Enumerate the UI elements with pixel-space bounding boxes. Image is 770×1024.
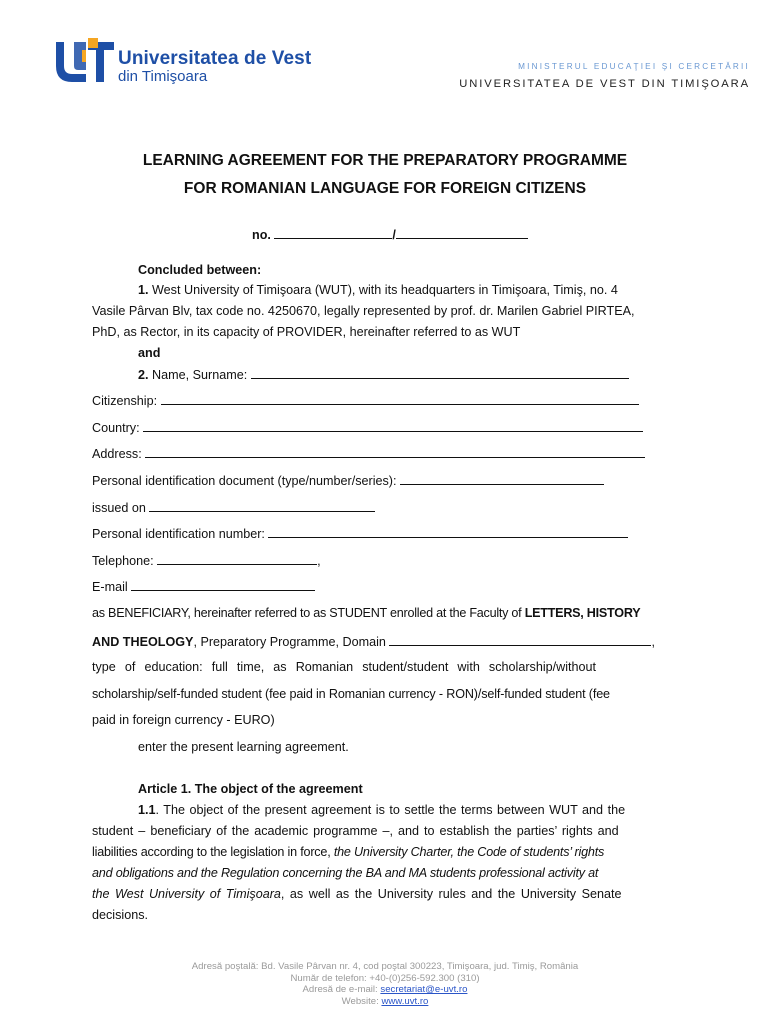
university-logo xyxy=(52,36,312,88)
name-surname-row: 2. Name, Surname: xyxy=(138,366,629,383)
article1-line3: liabilities according to the legislation in force, the University Charter, the Code of students’ rights xyxy=(92,845,605,859)
number-label: no. xyxy=(252,228,271,242)
name-surname-field[interactable] xyxy=(251,366,629,379)
beneficiary-line3: type of education: full time, as Romanian student/student with scholarship/without xyxy=(92,660,597,674)
address-field[interactable] xyxy=(145,445,645,458)
and-label: and xyxy=(138,346,161,360)
telephone-field[interactable] xyxy=(157,552,317,565)
citizenship-label: Citizenship: xyxy=(92,394,158,408)
article1-line6: decisions. xyxy=(92,908,149,922)
id-document-field[interactable] xyxy=(400,472,604,485)
party1-line2: Vasile Pârvan Blv, tax code no. 4250670, legally represented by prof. dr. Marilen Gabriel PIRTEA, xyxy=(92,304,635,318)
footer xyxy=(0,961,770,1007)
id-document-label: Personal identification document (type/number/series): xyxy=(92,474,397,488)
id-number-field[interactable] xyxy=(268,525,628,538)
telephone-label: Telephone: xyxy=(92,554,154,568)
country-field[interactable] xyxy=(143,419,643,432)
document-title-line1: LEARNING AGREEMENT FOR THE PREPARATORY PROGRAMME xyxy=(142,152,628,169)
footer-email-row: Adresă de e-mail: secretariat@e-uvt.ro xyxy=(302,984,468,995)
footer-address: Adresă poştală: Bd. Vasile Pârvan nr. 4, cod poştal 300223, Timişoara, jud. Timiş, România xyxy=(191,961,579,972)
footer-website-row: Website: www.uvt.ro xyxy=(341,995,429,1007)
beneficiary-line5: paid in foreign currency - EURO) xyxy=(92,713,275,727)
logo-title: Universitatea de Vest xyxy=(118,48,312,69)
issued-on-label: issued on xyxy=(92,501,146,515)
logo-subtitle: din Timişoara xyxy=(118,68,208,85)
id-document-row xyxy=(92,472,604,489)
beneficiary-line1: as BENEFICIARY, hereinafter referred to as STUDENT enrolled at the Faculty of LETTERS, HISTORY xyxy=(92,606,641,620)
issued-on-field[interactable] xyxy=(149,499,375,512)
address-row xyxy=(92,445,645,462)
email-field[interactable] xyxy=(131,578,315,591)
footer-email-link[interactable]: secretariat@e-uvt.ro xyxy=(380,984,468,995)
email-label: E-mail xyxy=(92,580,128,594)
telephone-row: Telephone: , xyxy=(92,554,321,568)
footer-website-link[interactable]: www.uvt.ro xyxy=(381,995,429,1007)
number-blank-2[interactable] xyxy=(396,226,528,239)
email-row xyxy=(92,578,315,595)
article1-line2: student – beneficiary of the academic programme –, and to establish the parties’ rights and xyxy=(92,824,619,838)
party1-line1: 1. West University of Timişoara (WUT), with its headquarters in Timişoara, Timiş, no. 4 xyxy=(138,283,618,297)
article1-heading: Article 1. The object of the agreement xyxy=(138,782,363,796)
beneficiary-line6: enter the present learning agreement. xyxy=(138,740,349,754)
id-number-row xyxy=(92,525,628,542)
domain-field[interactable] xyxy=(389,633,651,646)
country-row xyxy=(92,419,643,436)
number-blank-1[interactable] xyxy=(274,226,392,239)
article1-line1: 1.1. The object of the present agreement is to settle the terms between WUT and the xyxy=(138,803,626,817)
citizenship-row xyxy=(92,392,639,409)
article1-line5: the West University of Timişoara, as well as the University rules and the University Senate xyxy=(92,887,622,901)
document-title-line2: FOR ROMANIAN LANGUAGE FOR FOREIGN CITIZENS xyxy=(183,180,587,197)
footer-phone: Număr de telefon: +40-(0)256-592.300 (310) xyxy=(290,972,480,984)
agreement-number: no. / xyxy=(252,226,528,243)
issued-on-row xyxy=(92,499,375,516)
uvt-logo-icon xyxy=(52,36,116,88)
id-number-label: Personal identification number: xyxy=(92,527,265,541)
ministry-name: MINISTERUL EDUCAŢIEI ŞI CERCETĂRII xyxy=(518,62,750,71)
country-label: Country: xyxy=(92,421,140,435)
beneficiary-line2: AND THEOLOGY, Preparatory Programme, Domain , xyxy=(92,635,655,649)
article1-line4: and obligations and the Regulation concerning the BA and MA students professional activity at xyxy=(92,866,599,880)
citizenship-field[interactable] xyxy=(161,392,639,405)
university-name: UNIVERSITATEA DE VEST DIN TIMIŞOARA xyxy=(459,78,750,90)
concluded-between: Concluded between: xyxy=(138,263,262,277)
beneficiary-line4: scholarship/self-funded student (fee paid in Romanian currency - RON)/self-funded student (fee xyxy=(92,687,610,701)
name-surname-label: Name, Surname: xyxy=(148,368,248,382)
party1-line3: PhD, as Rector, in its capacity of PROVIDER, hereinafter referred to as WUT xyxy=(92,325,521,339)
address-label: Address: xyxy=(92,447,142,461)
